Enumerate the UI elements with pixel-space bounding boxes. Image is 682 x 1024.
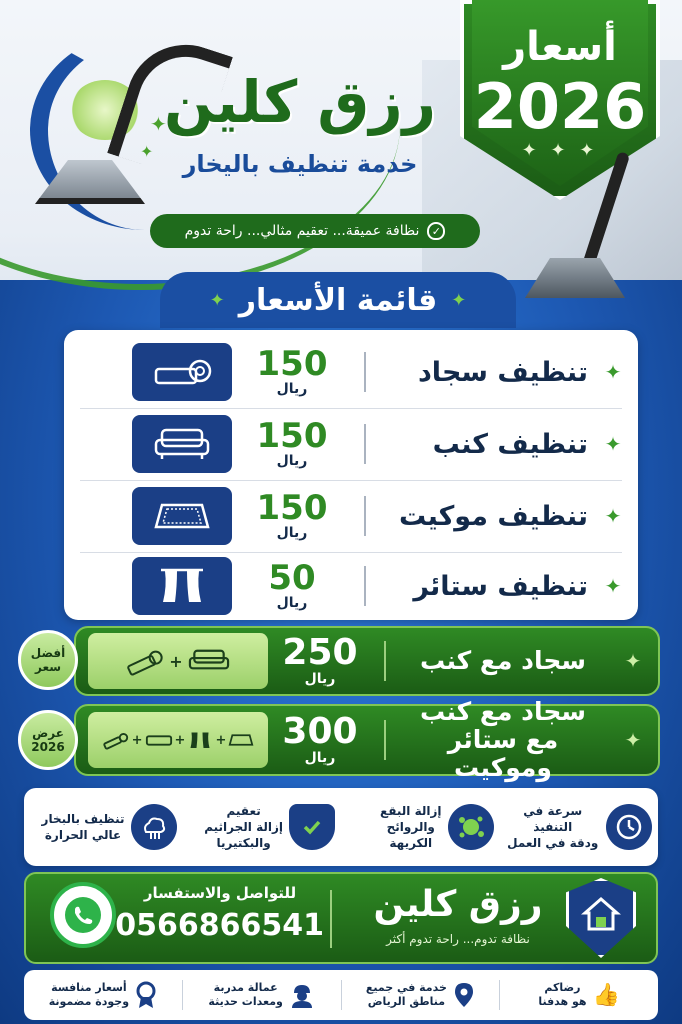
rug-icon	[228, 730, 254, 750]
footer-line: ومعدات حديثة	[208, 995, 283, 1008]
price-value: 150	[256, 488, 328, 528]
plus-icon: +	[169, 651, 183, 671]
service-label: تنظيف موكيت	[399, 500, 588, 532]
footer-bar	[24, 970, 658, 1020]
bundle-price	[268, 632, 372, 687]
price-value: 300	[282, 711, 358, 752]
sparkle-icon: ✦	[150, 112, 167, 136]
carpet-roll-icon	[132, 343, 232, 401]
footer-line: وجودة مضمونة	[48, 995, 130, 1008]
service-row-carpet	[64, 336, 638, 408]
footer-line: رضاكم	[544, 981, 581, 994]
plus-icon: +	[131, 732, 143, 748]
bundle-price	[268, 711, 372, 766]
footer-text	[49, 981, 129, 1009]
medal-icon	[135, 981, 157, 1009]
feature-line: إزالة البقع	[380, 804, 442, 818]
footer-line: هو هدفنا	[538, 995, 587, 1008]
divider	[499, 980, 500, 1010]
sparkle-icon: ✦	[624, 649, 642, 673]
ribbon-line: عرض	[32, 726, 64, 740]
feature-text	[506, 803, 601, 851]
bundle-label: سجاد مع كنب	[420, 646, 586, 675]
feature-line: ودقة في العمل	[507, 836, 599, 850]
divider	[384, 720, 386, 760]
clock-icon	[606, 804, 652, 850]
curtains-icon	[187, 730, 213, 750]
divider	[182, 980, 183, 1010]
plus-icon: +	[174, 732, 186, 748]
service-row-sofa	[64, 408, 638, 480]
sparkle-icon: ✦	[624, 728, 642, 752]
footer-item-satisfaction	[500, 981, 658, 1009]
footer-line: أسعار منافسة	[51, 981, 127, 994]
bundle-icons	[88, 633, 268, 689]
year-badge-label: أسعار	[503, 24, 617, 70]
feature-text	[204, 803, 283, 851]
steam-icon	[131, 804, 177, 850]
feature-steam	[24, 804, 183, 850]
feature-line: والروائح	[386, 820, 435, 834]
curtains-icon	[132, 557, 232, 615]
stain-icon	[448, 804, 494, 850]
whatsapp-icon[interactable]	[50, 882, 116, 948]
bundle-icons	[88, 712, 268, 768]
sparkle-icon: ✦	[209, 289, 225, 311]
sparkle-icon: ✦	[604, 504, 622, 528]
service-price	[232, 488, 352, 541]
service-label: تنظيف كنب	[432, 428, 588, 460]
bundle-label-line: مع ستائر وموكيت	[447, 725, 559, 782]
footer-text	[208, 981, 282, 1009]
footer-line: عمالة مدربة	[213, 981, 278, 994]
footer-item-staff	[183, 981, 341, 1009]
price-value: 250	[282, 632, 358, 673]
ribbon-line: سعر	[34, 660, 62, 674]
thumbs-up-icon: 👍	[592, 982, 620, 1008]
price-value: 50	[268, 558, 316, 598]
bundle-label-line: سجاد مع كنب	[420, 697, 586, 726]
service-price	[232, 416, 352, 469]
feature-sanitize	[183, 803, 342, 851]
feature-text	[42, 811, 125, 843]
feature-line: تنظيف بالبخار	[41, 812, 125, 826]
price-currency: ريال	[304, 750, 336, 766]
price-currency: ريال	[276, 453, 308, 469]
carpet-roll-icon	[102, 730, 130, 750]
tagline-text: نظافة عميقة... تعقيم مثالي... راحة تدوم	[184, 223, 420, 239]
feature-line: عالي الحرارة	[44, 828, 122, 842]
footer-line: خدمة في جميع	[365, 981, 447, 994]
worker-icon	[289, 982, 315, 1008]
footer-item-coverage	[342, 981, 500, 1009]
divider	[364, 352, 366, 392]
location-pin-icon	[453, 982, 475, 1008]
footer-text	[366, 981, 447, 1009]
footer-item-pricing	[24, 981, 182, 1009]
footer-line: مناطق الرياض	[367, 995, 446, 1008]
rug-icon	[132, 487, 232, 545]
sparkle-icon: ✦	[451, 289, 467, 311]
ribbon-line: أفضل	[30, 646, 66, 660]
brand-title: رزق كلين	[163, 68, 437, 136]
feature-line: الكريهة	[389, 836, 433, 850]
divider	[364, 566, 366, 606]
service-label: تنظيف ستائر	[413, 570, 588, 602]
price-currency: ريال	[304, 671, 336, 687]
year-badge-stars: ✦ ✦ ✦	[521, 140, 599, 161]
plus-icon: +	[215, 732, 227, 748]
best-price-ribbon	[18, 630, 78, 690]
sofa-icon	[145, 730, 173, 750]
footer-text	[538, 981, 586, 1009]
feature-line: إزالة الجراثيم	[204, 820, 283, 834]
feature-line: تعقيم	[226, 804, 261, 818]
offer-2026-ribbon	[18, 710, 78, 770]
features-bar	[24, 788, 658, 866]
price-list-title: قائمة الأسعار	[238, 282, 438, 318]
feature-line: سرعة في التنفيذ	[523, 804, 583, 834]
divider	[330, 890, 332, 948]
price-value: 150	[256, 344, 328, 384]
phone-number[interactable]: 0566866541	[115, 908, 324, 943]
contact-slogan: نظافة تدوم... راحة تدوم أكثر	[386, 932, 530, 946]
price-list-header	[160, 272, 516, 328]
brand-subtitle: خدمة تنظيف باليخار	[182, 150, 418, 178]
divider	[364, 496, 366, 536]
bundle-label	[398, 698, 608, 782]
contact-brand: رزق كلين	[373, 884, 543, 925]
price-currency: ريال	[276, 381, 308, 397]
year-badge-year: 2026	[473, 70, 647, 143]
feature-stains	[341, 803, 500, 851]
tagline-pill	[150, 214, 480, 248]
sofa-icon	[132, 415, 232, 473]
service-price	[232, 344, 352, 397]
sparkle-icon: ✦	[604, 432, 622, 456]
price-currency: ريال	[276, 525, 308, 541]
sparkle-icon: ✦	[604, 574, 622, 598]
feature-speed	[500, 803, 659, 851]
feature-line: والبكتيريا	[216, 836, 271, 850]
sparkle-icon: ✦	[604, 360, 622, 384]
service-row-curtains	[64, 550, 638, 622]
price-currency: ريال	[276, 595, 308, 611]
contact-label: للتواصل والاستفسار	[143, 884, 297, 902]
shield-check-icon	[289, 804, 335, 850]
divider	[364, 424, 366, 464]
bundle-carpet-sofa	[74, 626, 660, 696]
divider	[341, 980, 342, 1010]
bundle-all-services	[74, 697, 660, 782]
shield-check-icon: ✓	[427, 222, 445, 240]
service-row-rug	[64, 480, 638, 552]
ribbon-line: 2026	[31, 740, 65, 754]
price-value: 150	[256, 416, 328, 456]
feature-text	[380, 803, 441, 851]
carpet-roll-icon	[125, 646, 165, 676]
sofa-icon	[187, 646, 231, 676]
divider	[384, 641, 386, 681]
service-label: تنظيف سجاد	[417, 356, 588, 388]
service-price	[232, 558, 352, 611]
sparkle-icon: ✦	[140, 142, 154, 161]
